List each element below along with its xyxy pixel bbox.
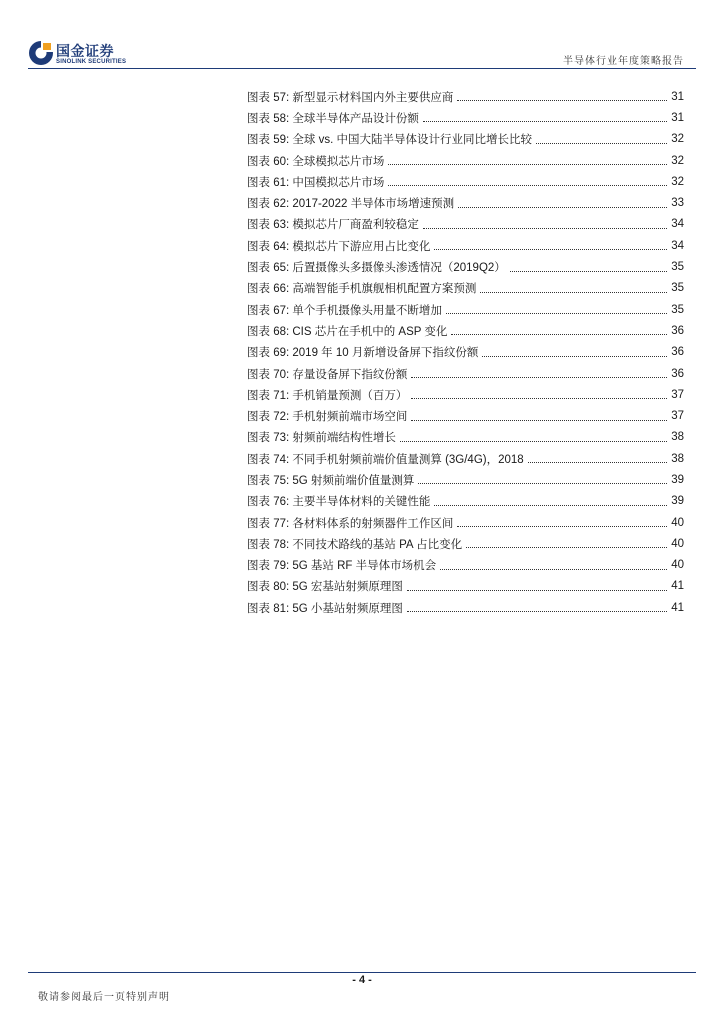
toc-entry-page: 31 (671, 111, 684, 124)
toc-entry-page: 36 (671, 346, 684, 359)
toc-dot-leader (407, 611, 667, 612)
toc-dot-leader (536, 143, 667, 144)
toc-entry-label: 图表 81: 5G 小基站射频原理图 (247, 602, 403, 615)
figure-index-list (247, 86, 684, 618)
toc-entry[interactable] (247, 86, 684, 107)
toc-entry[interactable] (247, 491, 684, 512)
toc-dot-leader (446, 313, 667, 314)
toc-dot-leader (400, 441, 667, 442)
toc-entry-page: 36 (671, 324, 684, 337)
toc-entry-label: 图表 70: 存量设备屏下指纹份额 (247, 368, 408, 381)
toc-entry-page: 35 (671, 303, 684, 316)
toc-entry[interactable] (247, 469, 684, 490)
toc-entry-label: 图表 60: 全球模拟芯片市场 (247, 155, 385, 168)
toc-entry-page: 38 (671, 452, 684, 465)
toc-dot-leader (434, 249, 667, 250)
report-title: 半导体行业年度策略报告 (563, 56, 684, 67)
toc-entry-page: 34 (671, 239, 684, 252)
toc-entry-label: 图表 69: 2019 年 10 月新增设备屏下指纹份额 (247, 347, 479, 360)
toc-entry[interactable] (247, 405, 684, 426)
toc-entry[interactable] (247, 576, 684, 597)
footer-divider (28, 972, 696, 973)
toc-entry[interactable] (247, 129, 684, 150)
toc-dot-leader (423, 228, 667, 229)
toc-dot-leader (418, 483, 667, 484)
toc-entry-label: 图表 78: 不同技术路线的基站 PA 占比变化 (247, 538, 463, 551)
toc-entry[interactable] (247, 384, 684, 405)
toc-entry-label: 图表 74: 不同手机射频前端价值量测算 (3G/4G)，2018 (247, 453, 524, 466)
toc-entry[interactable] (247, 299, 684, 320)
toc-entry[interactable] (247, 320, 684, 341)
toc-entry-page: 38 (671, 431, 684, 444)
toc-entry-label: 图表 62: 2017-2022 半导体市场增速预测 (247, 198, 455, 211)
toc-entry-label: 图表 73: 射频前端结构性增长 (247, 432, 396, 445)
toc-dot-leader (457, 100, 667, 101)
toc-entry-page: 37 (671, 410, 684, 423)
toc-entry[interactable] (247, 256, 684, 277)
page-number: - 4 - (352, 974, 372, 986)
toc-dot-leader (528, 462, 668, 463)
toc-dot-leader (407, 590, 667, 591)
toc-entry[interactable] (247, 107, 684, 128)
toc-entry[interactable] (247, 171, 684, 192)
toc-entry-page: 36 (671, 367, 684, 380)
header-divider (28, 68, 696, 69)
toc-dot-leader (434, 505, 667, 506)
toc-dot-leader (423, 121, 667, 122)
toc-entry[interactable] (247, 427, 684, 448)
toc-entry-label: 图表 66: 高端智能手机旗舰相机配置方案预测 (247, 283, 477, 296)
toc-entry-label: 图表 61: 中国模拟芯片市场 (247, 176, 385, 189)
toc-entry[interactable] (247, 342, 684, 363)
toc-entry-label: 图表 72: 手机射频前端市场空间 (247, 411, 408, 424)
toc-entry-label: 图表 57: 新型显示材料国内外主要供应商 (247, 91, 454, 104)
company-logo (28, 40, 138, 68)
toc-entry[interactable] (247, 448, 684, 469)
toc-entry-label: 图表 68: CIS 芯片在手机中的 ASP 变化 (247, 325, 448, 338)
toc-entry-page: 32 (671, 175, 684, 188)
toc-dot-leader (411, 398, 667, 399)
toc-entry-label: 图表 80: 5G 宏基站射频原理图 (247, 581, 403, 594)
toc-entry-label: 图表 71: 手机销量预测（百万） (247, 389, 408, 402)
toc-entry-page: 41 (671, 580, 684, 593)
toc-entry-page: 35 (671, 261, 684, 274)
toc-dot-leader (482, 356, 667, 357)
toc-entry-page: 35 (671, 282, 684, 295)
toc-entry-label: 图表 76: 主要半导体材料的关键性能 (247, 496, 431, 509)
toc-dot-leader (451, 334, 667, 335)
toc-entry-page: 40 (671, 537, 684, 550)
toc-entry[interactable] (247, 150, 684, 171)
disclaimer-text: 敬请参阅最后一页特别声明 (38, 992, 170, 1003)
toc-dot-leader (388, 164, 667, 165)
toc-dot-leader (440, 569, 667, 570)
toc-entry-page: 40 (671, 516, 684, 529)
toc-dot-leader (466, 547, 667, 548)
toc-entry[interactable] (247, 533, 684, 554)
toc-dot-leader (510, 271, 667, 272)
toc-entry-page: 32 (671, 133, 684, 146)
toc-entry-page: 39 (671, 473, 684, 486)
toc-entry-page: 31 (671, 90, 684, 103)
toc-entry-page: 37 (671, 388, 684, 401)
toc-dot-leader (388, 185, 667, 186)
toc-dot-leader (411, 420, 667, 421)
toc-dot-leader (480, 292, 667, 293)
sinolink-logo-icon (28, 40, 54, 66)
toc-entry-label: 图表 64: 模拟芯片下游应用占比变化 (247, 240, 431, 253)
toc-entry-label: 图表 79: 5G 基站 RF 半导体市场机会 (247, 560, 437, 573)
toc-entry-label: 图表 65: 后置摄像头多摄像头渗透情况（2019Q2） (247, 262, 506, 275)
toc-entry-page: 32 (671, 154, 684, 167)
toc-entry[interactable] (247, 192, 684, 213)
toc-entry-page: 41 (671, 601, 684, 614)
toc-entry[interactable] (247, 278, 684, 299)
toc-entry[interactable] (247, 363, 684, 384)
toc-entry[interactable] (247, 597, 684, 618)
toc-entry-label: 图表 77: 各材料体系的射频器件工作区间 (247, 517, 454, 530)
toc-entry-label: 图表 75: 5G 射频前端价值量测算 (247, 474, 415, 487)
toc-entry-label: 图表 63: 模拟芯片厂商盈利较稳定 (247, 219, 419, 232)
toc-dot-leader (457, 526, 667, 527)
toc-entry[interactable] (247, 235, 684, 256)
toc-entry-page: 33 (671, 197, 684, 210)
logo-english-name: SINOLINK SECURITIES (56, 59, 127, 65)
toc-entry-label: 图表 59: 全球 vs. 中国大陆半导体设计行业同比增长比较 (247, 134, 532, 147)
toc-entry-page: 34 (671, 218, 684, 231)
toc-entry[interactable] (247, 512, 684, 533)
toc-entry-label: 图表 67: 单个手机摄像头用量不断增加 (247, 304, 442, 317)
toc-entry[interactable] (247, 555, 684, 576)
toc-dot-leader (458, 207, 667, 208)
toc-entry-page: 40 (671, 559, 684, 572)
page-header (0, 0, 724, 70)
logo-chinese-name: 国金证券 (56, 43, 114, 59)
toc-dot-leader (411, 377, 667, 378)
toc-entry[interactable] (247, 214, 684, 235)
toc-entry-label: 图表 58: 全球半导体产品设计份额 (247, 112, 419, 125)
toc-entry-page: 39 (671, 495, 684, 508)
